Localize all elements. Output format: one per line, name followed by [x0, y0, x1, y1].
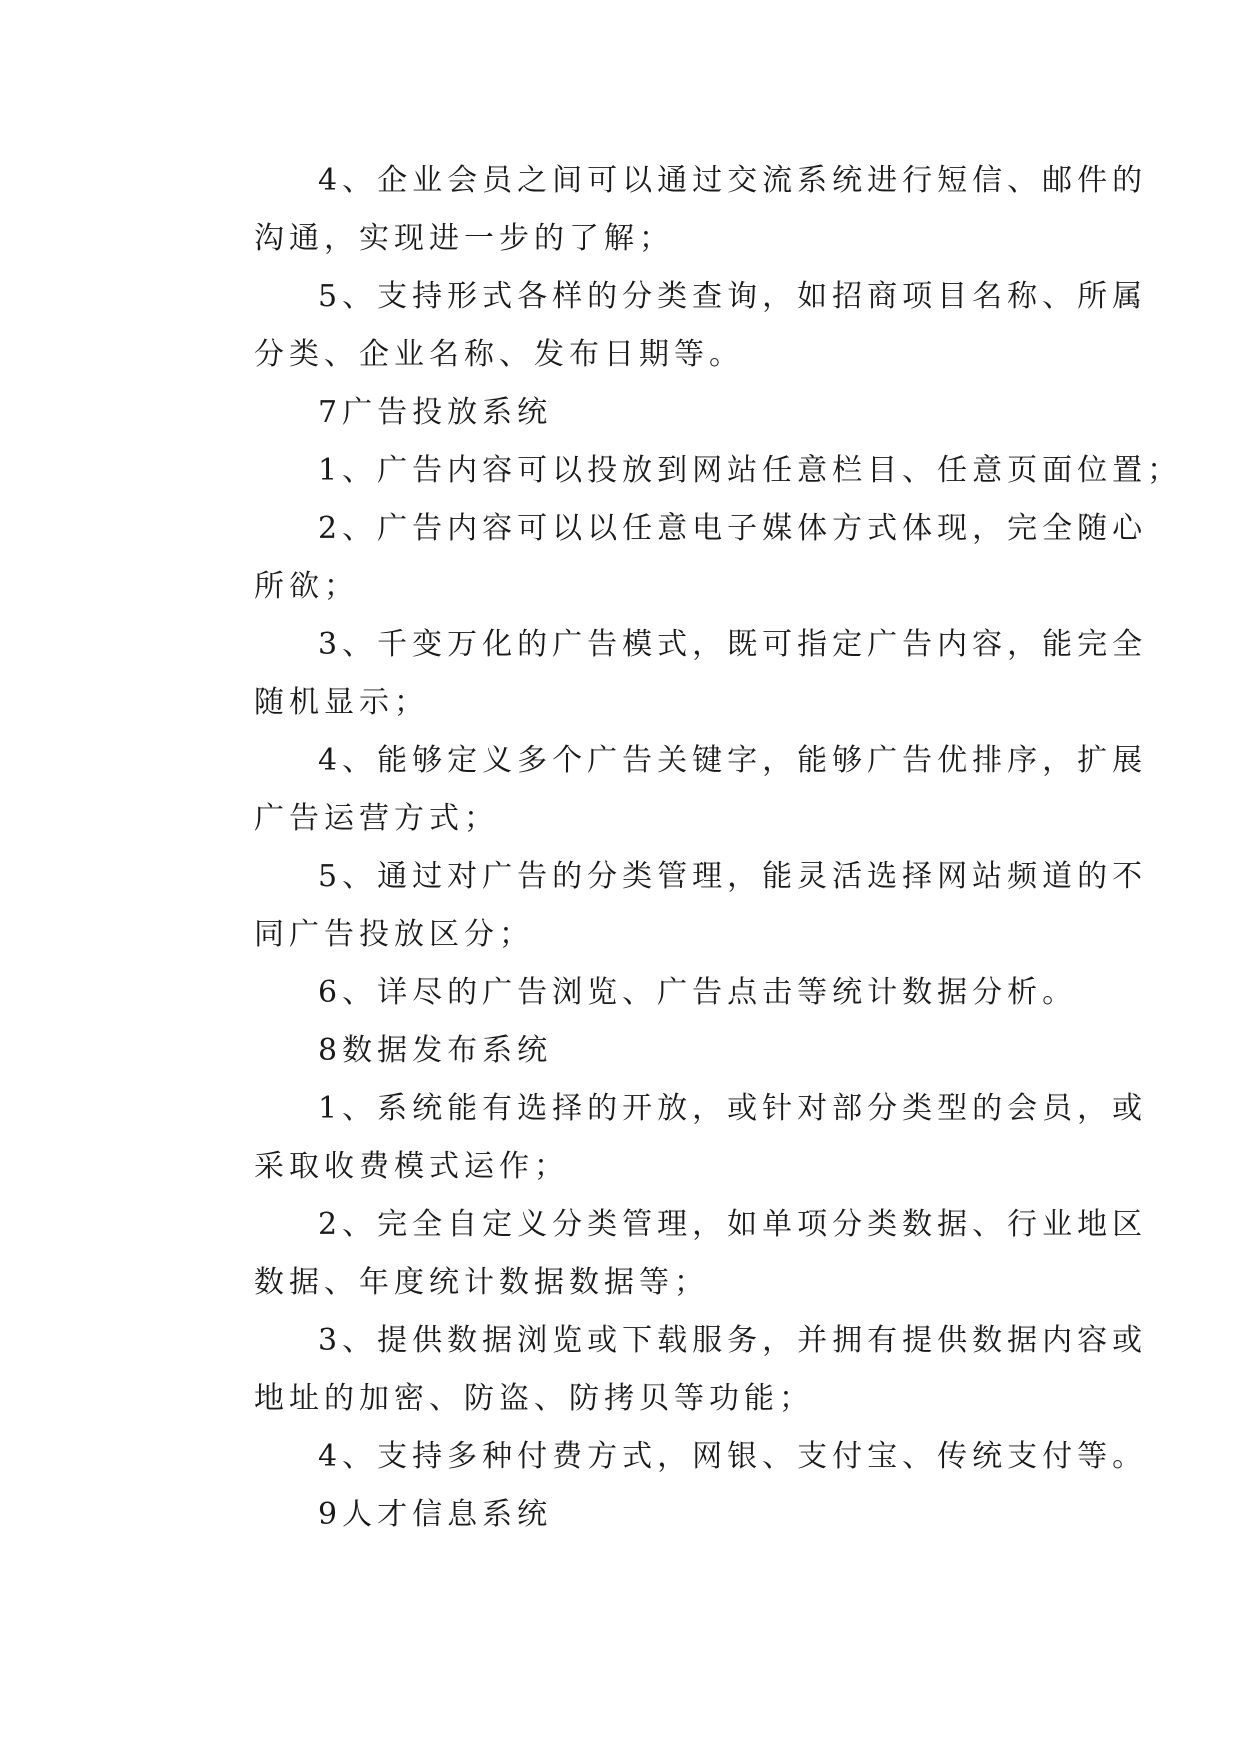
paragraph-ad-media — [190, 500, 1148, 616]
paragraph-line: 所欲； — [254, 569, 359, 604]
section-heading: 8数据发布系统 — [318, 1033, 553, 1068]
paragraph-line: 4、能够定义多个广告关键字，能够广告优排序，扩展 — [318, 743, 1148, 778]
paragraph-data-download — [190, 1312, 1148, 1428]
paragraph-data-access — [190, 1080, 1148, 1196]
paragraph-ad-placement — [190, 442, 1183, 500]
paragraph-line: 沟通，实现进一步的了解； — [254, 221, 674, 256]
paragraph-ad-statistics — [190, 964, 1078, 1022]
paragraph-line: 广告运营方式； — [254, 801, 499, 836]
paragraph-line: 数据、年度统计数据数据等； — [254, 1265, 709, 1300]
paragraph-line: 5、通过对广告的分类管理，能灵活选择网站频道的不 — [318, 859, 1148, 894]
paragraph-category-query — [190, 268, 1148, 384]
section-heading-talent-system — [190, 1486, 1052, 1544]
paragraph-line: 采取收费模式运作； — [254, 1149, 569, 1184]
section-heading-ad-system — [190, 384, 1052, 442]
paragraph-line: 2、广告内容可以以任意电子媒体方式体现，完全随心 — [318, 511, 1148, 546]
paragraph-ad-keywords — [190, 732, 1148, 848]
paragraph-line: 3、千变万化的广告模式，既可指定广告内容，能完全 — [318, 627, 1148, 662]
paragraph-line: 同广告投放区分； — [254, 917, 534, 952]
section-heading: 7广告投放系统 — [318, 395, 553, 430]
paragraph-payment-methods — [190, 1428, 1148, 1486]
paragraph-line: 分类、企业名称、发布日期等。 — [254, 337, 744, 372]
paragraph-line: 2、完全自定义分类管理，如单项分类数据、行业地区 — [318, 1207, 1148, 1242]
document-body — [190, 152, 1183, 1544]
paragraph-member-communication — [190, 152, 1148, 268]
section-heading: 9人才信息系统 — [318, 1497, 553, 1532]
section-heading-data-system — [190, 1022, 1052, 1080]
paragraph-ad-category-management — [190, 848, 1148, 964]
paragraph-line: 1、系统能有选择的开放，或针对部分类型的会员，或 — [318, 1091, 1148, 1126]
paragraph-line: 5、支持形式各样的分类查询，如招商项目名称、所属 — [318, 279, 1148, 314]
paragraph-line: 地址的加密、防盗、防拷贝等功能； — [254, 1381, 814, 1416]
paragraph-line: 4、支持多种付费方式，网银、支付宝、传统支付等。 — [318, 1439, 1148, 1474]
paragraph-line: 随机显示； — [254, 685, 429, 720]
paragraph-line: 3、提供数据浏览或下载服务，并拥有提供数据内容或 — [318, 1323, 1148, 1358]
paragraph-line: 6、详尽的广告浏览、广告点击等统计数据分析。 — [318, 975, 1078, 1010]
paragraph-data-categories — [190, 1196, 1148, 1312]
paragraph-ad-modes — [190, 616, 1148, 732]
paragraph-line: 4、企业会员之间可以通过交流系统进行短信、邮件的 — [318, 163, 1148, 198]
paragraph-line: 1、广告内容可以投放到网站任意栏目、任意页面位置； — [318, 453, 1183, 488]
